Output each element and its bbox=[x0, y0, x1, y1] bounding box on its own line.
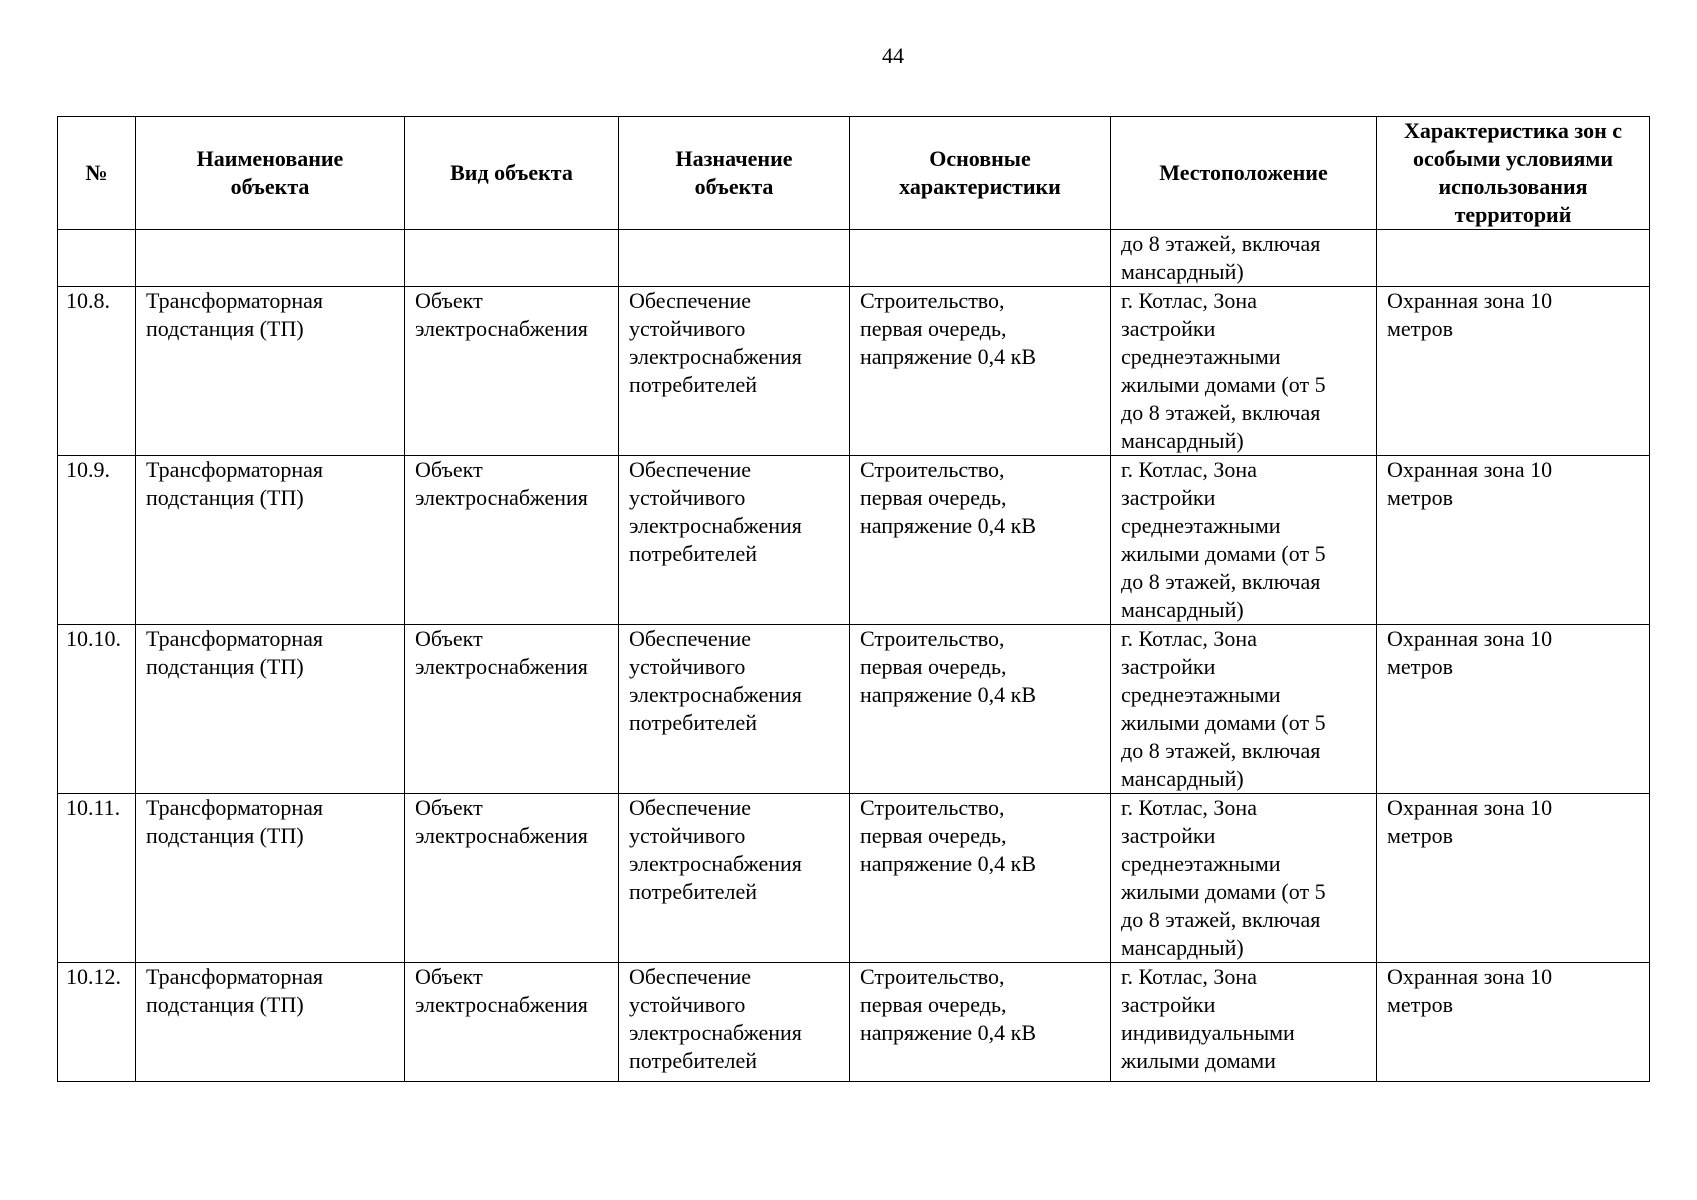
cell-location bbox=[1111, 287, 1377, 456]
cell-object-purpose bbox=[619, 963, 850, 1082]
cell-row-number bbox=[58, 625, 136, 794]
cell-row-number bbox=[58, 963, 136, 1082]
cell-object-name bbox=[136, 287, 405, 456]
header-text-line: Вид объекта bbox=[450, 160, 573, 185]
cell-text-line: устойчивого bbox=[629, 316, 746, 341]
cell-text-line: подстанция (ТП) bbox=[146, 485, 304, 510]
cell-text-line: г. Котлас, Зона bbox=[1121, 964, 1257, 989]
cell-zone-characteristics bbox=[1377, 794, 1650, 963]
cell-object-type bbox=[405, 456, 619, 625]
cell-text-line: 10.10. bbox=[66, 626, 121, 651]
cell-text-line: Трансформаторная bbox=[146, 795, 324, 820]
cell-main-characteristics bbox=[850, 456, 1111, 625]
cell-text-line: метров bbox=[1387, 823, 1453, 848]
cell-text-line: подстанция (ТП) bbox=[146, 823, 304, 848]
cell-location bbox=[1111, 230, 1377, 287]
header-text-line: Назначение bbox=[675, 146, 793, 171]
cell-object-type bbox=[405, 963, 619, 1082]
cell-text-line: среднеэтажными bbox=[1121, 344, 1281, 369]
cell-location bbox=[1111, 963, 1377, 1082]
cell-text-line: Строительство, bbox=[860, 288, 1005, 313]
cell-object-type bbox=[405, 230, 619, 287]
cell-text-line: напряжение 0,4 кВ bbox=[860, 513, 1036, 538]
table-row bbox=[58, 456, 1650, 625]
cell-text-line: потребителей bbox=[629, 710, 757, 735]
cell-text-line: метров bbox=[1387, 485, 1453, 510]
cell-object-type bbox=[405, 287, 619, 456]
cell-text-line: г. Котлас, Зона bbox=[1121, 626, 1257, 651]
cell-text-line: Охранная зона 10 bbox=[1387, 288, 1553, 313]
header-text-line: Основные bbox=[929, 146, 1031, 171]
cell-text-line: Трансформаторная bbox=[146, 288, 324, 313]
cell-object-purpose bbox=[619, 625, 850, 794]
cell-text-line: Трансформаторная bbox=[146, 626, 324, 651]
cell-main-characteristics bbox=[850, 963, 1111, 1082]
cell-main-characteristics bbox=[850, 230, 1111, 287]
cell-text-line: Охранная зона 10 bbox=[1387, 964, 1553, 989]
header-text-line: объекта bbox=[694, 174, 774, 199]
cell-object-purpose bbox=[619, 456, 850, 625]
cell-text-line: Обеспечение bbox=[629, 626, 751, 651]
cell-text-line: Объект bbox=[415, 626, 483, 651]
cell-text-line: Строительство, bbox=[860, 626, 1005, 651]
cell-text-line: электроснабжения bbox=[415, 992, 588, 1017]
cell-text-line: устойчивого bbox=[629, 485, 746, 510]
cell-text-line: Трансформаторная bbox=[146, 964, 324, 989]
cell-text-line: потребителей bbox=[629, 541, 757, 566]
cell-text-line: Обеспечение bbox=[629, 964, 751, 989]
cell-main-characteristics bbox=[850, 625, 1111, 794]
cell-text-line: напряжение 0,4 кВ bbox=[860, 1020, 1036, 1045]
cell-text-line: напряжение 0,4 кВ bbox=[860, 682, 1036, 707]
cell-text-line: электроснабжения bbox=[415, 654, 588, 679]
cell-text-line: Строительство, bbox=[860, 795, 1005, 820]
cell-text-line: Охранная зона 10 bbox=[1387, 795, 1553, 820]
cell-text-line: до 8 этажей, включая bbox=[1121, 569, 1321, 594]
table-row bbox=[58, 794, 1650, 963]
cell-text-line: Трансформаторная bbox=[146, 457, 324, 482]
cell-text-line: Строительство, bbox=[860, 964, 1005, 989]
cell-text-line: мансардный) bbox=[1121, 935, 1244, 960]
cell-text-line: до 8 этажей, включая bbox=[1121, 231, 1321, 256]
cell-text-line: напряжение 0,4 кВ bbox=[860, 344, 1036, 369]
cell-zone-characteristics bbox=[1377, 456, 1650, 625]
header-text-line: № bbox=[85, 160, 108, 185]
objects-table bbox=[57, 116, 1650, 1082]
cell-text-line: г. Котлас, Зона bbox=[1121, 795, 1257, 820]
header-object-name bbox=[136, 117, 405, 230]
cell-object-name bbox=[136, 625, 405, 794]
cell-text-line: потребителей bbox=[629, 1048, 757, 1073]
cell-text-line: электроснабжения bbox=[629, 682, 802, 707]
header-text-line: Наименование bbox=[196, 146, 344, 171]
cell-text-line: первая очередь, bbox=[860, 823, 1007, 848]
cell-text-line: Обеспечение bbox=[629, 457, 751, 482]
cell-text-line: жилыми домами bbox=[1121, 1048, 1276, 1073]
table-row bbox=[58, 230, 1650, 287]
cell-text-line: метров bbox=[1387, 654, 1453, 679]
cell-text-line: мансардный) bbox=[1121, 428, 1244, 453]
cell-text-line: 10.9. bbox=[66, 457, 110, 482]
cell-text-line: жилыми домами (от 5 bbox=[1121, 879, 1326, 904]
cell-location bbox=[1111, 625, 1377, 794]
cell-object-purpose bbox=[619, 794, 850, 963]
cell-text-line: до 8 этажей, включая bbox=[1121, 907, 1321, 932]
cell-text-line: первая очередь, bbox=[860, 654, 1007, 679]
table-row bbox=[58, 625, 1650, 794]
cell-text-line: метров bbox=[1387, 992, 1453, 1017]
cell-zone-characteristics bbox=[1377, 230, 1650, 287]
cell-text-line: напряжение 0,4 кВ bbox=[860, 851, 1036, 876]
header-object-purpose bbox=[619, 117, 850, 230]
cell-text-line: электроснабжения bbox=[415, 316, 588, 341]
cell-text-line: г. Котлас, Зона bbox=[1121, 457, 1257, 482]
cell-text-line: электроснабжения bbox=[629, 1020, 802, 1045]
cell-text-line: Обеспечение bbox=[629, 288, 751, 313]
cell-text-line: Объект bbox=[415, 964, 483, 989]
header-text-line: объекта bbox=[230, 174, 310, 199]
cell-object-name bbox=[136, 794, 405, 963]
cell-text-line: застройки bbox=[1121, 485, 1216, 510]
cell-text-line: устойчивого bbox=[629, 654, 746, 679]
cell-object-purpose bbox=[619, 230, 850, 287]
cell-object-type bbox=[405, 794, 619, 963]
cell-row-number bbox=[58, 230, 136, 287]
header-object-type bbox=[405, 117, 619, 230]
cell-row-number bbox=[58, 456, 136, 625]
header-text-line: характеристики bbox=[899, 174, 1061, 199]
cell-text-line: устойчивого bbox=[629, 823, 746, 848]
cell-main-characteristics bbox=[850, 287, 1111, 456]
cell-text-line: электроснабжения bbox=[415, 485, 588, 510]
cell-location bbox=[1111, 456, 1377, 625]
cell-text-line: г. Котлас, Зона bbox=[1121, 288, 1257, 313]
cell-text-line: индивидуальными bbox=[1121, 1020, 1295, 1045]
cell-object-purpose bbox=[619, 287, 850, 456]
table-row bbox=[58, 963, 1650, 1082]
cell-text-line: электроснабжения bbox=[415, 823, 588, 848]
cell-text-line: мансардный) bbox=[1121, 259, 1244, 284]
cell-text-line: Объект bbox=[415, 457, 483, 482]
cell-object-type bbox=[405, 625, 619, 794]
cell-text-line: устойчивого bbox=[629, 992, 746, 1017]
cell-text-line: застройки bbox=[1121, 823, 1216, 848]
cell-text-line: электроснабжения bbox=[629, 513, 802, 538]
cell-text-line: потребителей bbox=[629, 372, 757, 397]
cell-object-name bbox=[136, 963, 405, 1082]
cell-text-line: электроснабжения bbox=[629, 851, 802, 876]
cell-text-line: Объект bbox=[415, 288, 483, 313]
cell-text-line: Охранная зона 10 bbox=[1387, 457, 1553, 482]
cell-text-line: мансардный) bbox=[1121, 766, 1244, 791]
page-number: 44 bbox=[882, 43, 904, 68]
header-text-line: Характеристика зон с bbox=[1403, 118, 1623, 143]
header-text-line: использования bbox=[1438, 174, 1588, 199]
cell-text-line: мансардный) bbox=[1121, 597, 1244, 622]
header-text-line: территорий bbox=[1454, 202, 1572, 227]
cell-text-line: жилыми домами (от 5 bbox=[1121, 541, 1326, 566]
cell-text-line: первая очередь, bbox=[860, 992, 1007, 1017]
cell-text-line: Объект bbox=[415, 795, 483, 820]
cell-zone-characteristics bbox=[1377, 625, 1650, 794]
cell-text-line: подстанция (ТП) bbox=[146, 316, 304, 341]
cell-text-line: жилыми домами (от 5 bbox=[1121, 372, 1326, 397]
cell-text-line: первая очередь, bbox=[860, 485, 1007, 510]
table-header-row bbox=[58, 117, 1650, 230]
header-text-line: особыми условиями bbox=[1412, 146, 1614, 171]
header-zone-characteristics bbox=[1377, 117, 1650, 230]
cell-text-line: подстанция (ТП) bbox=[146, 992, 304, 1017]
cell-text-line: застройки bbox=[1121, 654, 1216, 679]
cell-text-line: Строительство, bbox=[860, 457, 1005, 482]
header-number bbox=[58, 117, 136, 230]
cell-object-name bbox=[136, 230, 405, 287]
header-text-line: Местоположение bbox=[1159, 160, 1328, 185]
cell-row-number bbox=[58, 794, 136, 963]
cell-text-line: среднеэтажными bbox=[1121, 682, 1281, 707]
cell-text-line: до 8 этажей, включая bbox=[1121, 738, 1321, 763]
cell-object-name bbox=[136, 456, 405, 625]
header-location bbox=[1111, 117, 1377, 230]
cell-text-line: среднеэтажными bbox=[1121, 513, 1281, 538]
cell-text-line: 10.11. bbox=[66, 795, 121, 820]
cell-text-line: 10.8. bbox=[66, 288, 110, 313]
cell-text-line: до 8 этажей, включая bbox=[1121, 400, 1321, 425]
cell-text-line: потребителей bbox=[629, 879, 757, 904]
cell-text-line: метров bbox=[1387, 316, 1453, 341]
cell-text-line: электроснабжения bbox=[629, 344, 802, 369]
cell-text-line: среднеэтажными bbox=[1121, 851, 1281, 876]
cell-zone-characteristics bbox=[1377, 287, 1650, 456]
cell-text-line: застройки bbox=[1121, 316, 1216, 341]
cell-text-line: Обеспечение bbox=[629, 795, 751, 820]
cell-main-characteristics bbox=[850, 794, 1111, 963]
cell-location bbox=[1111, 794, 1377, 963]
cell-text-line: подстанция (ТП) bbox=[146, 654, 304, 679]
header-main-characteristics bbox=[850, 117, 1111, 230]
cell-text-line: 10.12. bbox=[66, 964, 121, 989]
cell-row-number bbox=[58, 287, 136, 456]
cell-zone-characteristics bbox=[1377, 963, 1650, 1082]
cell-text-line: первая очередь, bbox=[860, 316, 1007, 341]
table-body bbox=[58, 230, 1650, 1082]
cell-text-line: застройки bbox=[1121, 992, 1216, 1017]
table-row bbox=[58, 287, 1650, 456]
cell-text-line: жилыми домами (от 5 bbox=[1121, 710, 1326, 735]
cell-text-line: Охранная зона 10 bbox=[1387, 626, 1553, 651]
